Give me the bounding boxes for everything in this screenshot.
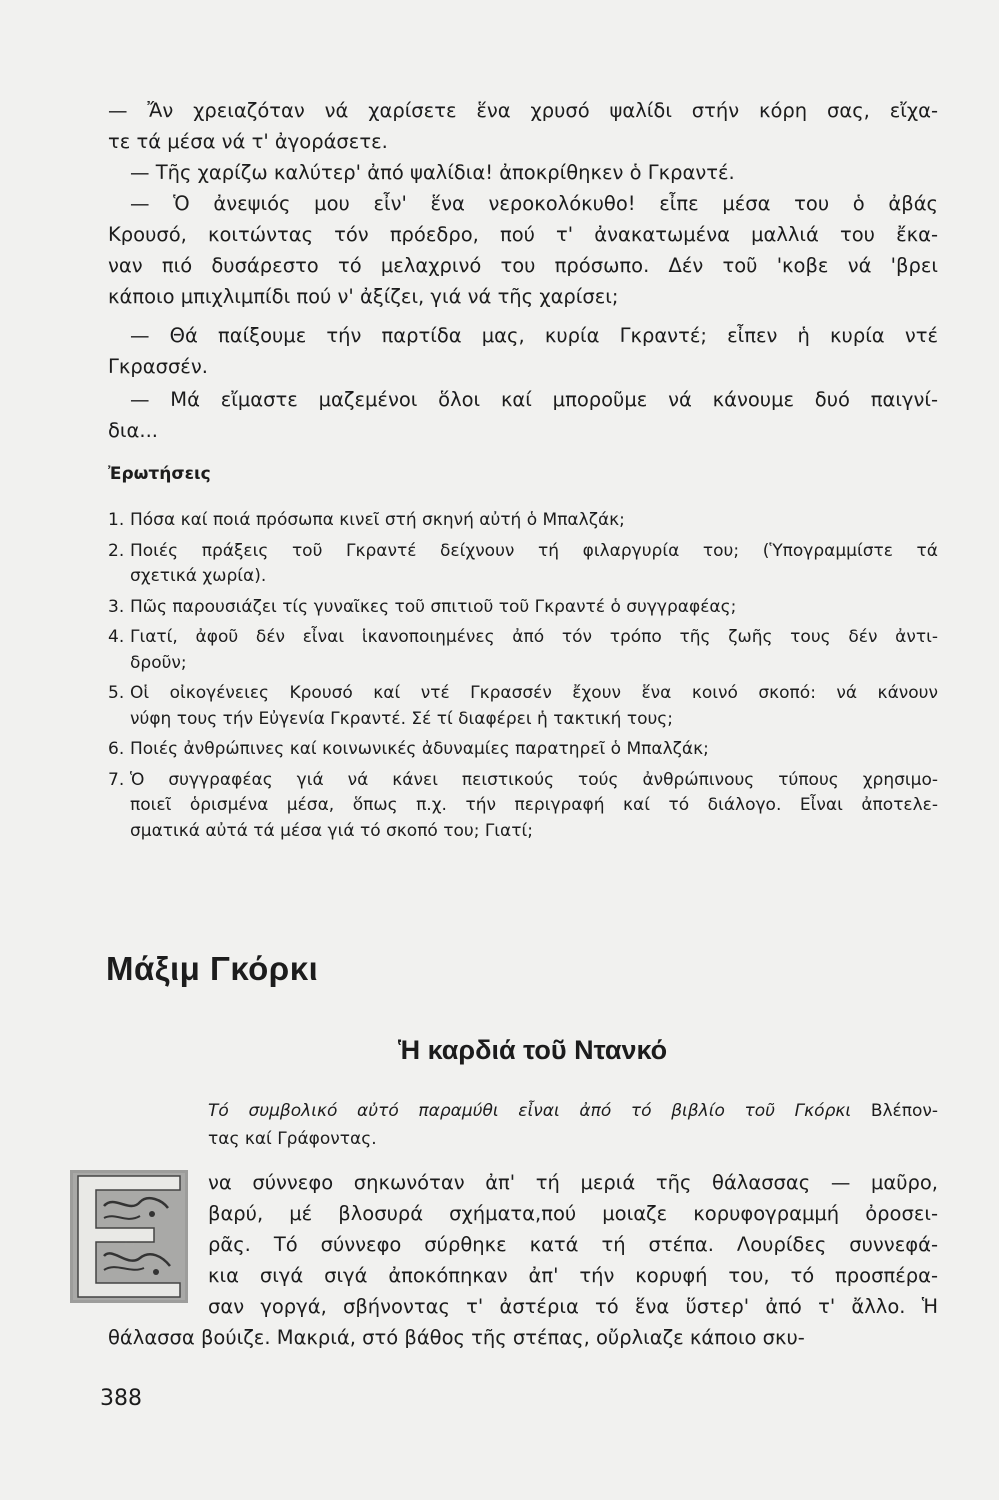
dialogue-3 bbox=[108, 188, 938, 312]
question-line: Πῶς παρουσιάζει τίς γυναῖκες τοῦ σπιτιοῦ τοῦ Γκραντέ ὁ συγγραφέας; bbox=[130, 596, 737, 617]
question-line: Ποιές ἀνθρώπινες καί κοινωνικές ἀδυναμίες παρατηρεῖ ὁ Μπαλζάκ; bbox=[130, 739, 709, 759]
question-line: Ποιές πράξεις τοῦ Γκραντέ δείχνουν τή φιλαργυρία του; (Ὑπογραμμίστε τά bbox=[130, 540, 938, 561]
dialogue-5 bbox=[108, 384, 938, 446]
story-line: ρᾶς. Τό σύννεφο σύρθηκε κατά τή στέπα. Λουρίδες συννεφά- bbox=[208, 1233, 938, 1256]
question-line: σχετικά χωρία). bbox=[130, 566, 267, 586]
question-line: δροῦν; bbox=[130, 652, 187, 673]
question-number: 1. bbox=[108, 510, 125, 530]
story-line: βαρύ, μέ βλοσυρά σχήματα,πού μοιαζε κορυφογραμμή ὀροσει- bbox=[208, 1202, 938, 1225]
question-line: Γιατί, ἀφοῦ δέν εἶναι ἱκανοποιημένες ἀπό τόν τρόπο τῆς ζωῆς τους δέν ἀντι- bbox=[130, 627, 938, 647]
intro-book-title: Βλέπον- bbox=[870, 1101, 939, 1121]
question-number: 4. bbox=[108, 627, 125, 647]
text-line: — Μά εἴμαστε μαζεμένοι ὅλοι καί μποροῦμε νά κάνουμε δυό παιγνί- bbox=[130, 388, 938, 411]
question-item bbox=[108, 508, 938, 534]
question-number: 7. bbox=[108, 769, 125, 790]
question-item bbox=[108, 768, 938, 845]
dialogue-2 bbox=[108, 157, 938, 188]
text-line: Γκρασσέν. bbox=[108, 355, 208, 378]
text-line: ναν πιό δυσάρεστο τό μελαχρινό του πρόσωπο. Δέν τοῦ 'κοβε νά 'βρει bbox=[108, 254, 938, 277]
question-item bbox=[108, 595, 938, 621]
story-line: κια σιγά σιγά ἀποκόπηκαν ἀπ' τήν κορυφή του, τό προσπέρα- bbox=[208, 1264, 938, 1287]
questions-heading: Ἐρωτήσεις bbox=[108, 464, 211, 484]
story-line: θάλασσα βούιζε. Μακριά, στό βάθος τῆς στέπας, οὔρλιαζε κάποιο σκυ- bbox=[108, 1326, 805, 1349]
text-line: — Ἄν χρειαζόταν νά χαρίσετε ἕνα χρυσό ψαλίδι στήν κόρη σας, εἴχα- bbox=[108, 99, 938, 122]
question-line: σματικά αὐτά τά μέσα γιά τό σκοπό του; Γιατί; bbox=[130, 820, 533, 841]
text-line: δια... bbox=[108, 419, 158, 442]
intro-line: Τό συμβολικό αὐτό παραμύθι εἶναι ἀπό τό βιβλίο τοῦ Γκόρκι bbox=[208, 1101, 852, 1121]
question-number: 2. bbox=[108, 540, 125, 561]
story-text bbox=[108, 1167, 938, 1353]
question-number: 3. bbox=[108, 596, 125, 617]
question-number: 5. bbox=[108, 683, 125, 703]
question-line: νύφη τους τήν Εὐγενία Γκραντέ. Σέ τί διαφέρει ἡ τακτική τους; bbox=[130, 708, 674, 729]
text-line: — Τῆς χαρίζω καλύτερ' ἀπό ψαλίδια! ἀποκρίθηκεν ὁ Γκραντέ. bbox=[130, 161, 735, 184]
questions-list bbox=[108, 508, 938, 844]
intro-note bbox=[208, 1097, 938, 1153]
question-item bbox=[108, 681, 938, 732]
story-line: σαν γοργά, σβήνοντας τ' ἀστέρια τό ἕνα ὕστερ' ἀπό τ' ἄλλο. Ἡ bbox=[208, 1295, 938, 1318]
question-number: 6. bbox=[108, 739, 125, 759]
page-number: 388 bbox=[100, 1386, 142, 1411]
question-line: ποιεῖ ὁρισμένα μέσα, ὅπως π.χ. τήν περιγραφή καί τό διάλογο. Εἶναι ἀποτελε- bbox=[130, 795, 938, 815]
text-line: — Ὁ ἀνεψιός μου εἶν' ἕνα νεροκολόκυθο! εἶπε μέσα του ὁ ἀβάς bbox=[130, 192, 938, 215]
author-heading: Μάξιμ Γκόρκι bbox=[106, 950, 319, 987]
question-line: Πόσα καί ποιά πρόσωπα κινεῖ στή σκηνή αὐτή ὁ Μπαλζάκ; bbox=[130, 510, 625, 530]
question-line: Οἱ οἰκογένειες Κρουσό καί ντέ Γκρασσέν ἔχουν ἕνα κοινό σκοπό: νά κάνουν bbox=[130, 683, 938, 703]
text-line: κάποιο μπιχλιμπίδι πού ν' ἀξίζει, γιά νά τῆς χαρίσει; bbox=[108, 285, 619, 308]
story-title: Ἡ καρδιά τοῦ Ντανκό bbox=[398, 1035, 668, 1065]
text-line: Κρουσό, κοιτώντας τόν πρόεδρο, πού τ' ἀνακατωμένα μαλλιά του ἔκα- bbox=[108, 223, 938, 246]
text-line: τε τά μέσα νά τ' ἀγοράσετε. bbox=[108, 130, 388, 153]
question-line: Ὁ συγγραφέας γιά νά κάνει πειστικούς τούς ἀνθρώπινους τύπους χρησιμο- bbox=[130, 769, 938, 790]
text-line: — Θά παίξουμε τήν παρτίδα μας, κυρία Γκραντέ; εἶπεν ἡ κυρία ντέ bbox=[130, 324, 938, 347]
question-item bbox=[108, 625, 938, 676]
intro-line: τας καί Γράφοντας. bbox=[208, 1129, 377, 1149]
story-line: να σύννεφο σηκωνόταν ἀπ' τή μεριά τῆς θάλασσας — μαῦρο, bbox=[208, 1171, 938, 1194]
dialogue-4 bbox=[108, 320, 938, 382]
dialogue-1 bbox=[108, 95, 938, 157]
question-item bbox=[108, 539, 938, 590]
question-item bbox=[108, 737, 938, 763]
